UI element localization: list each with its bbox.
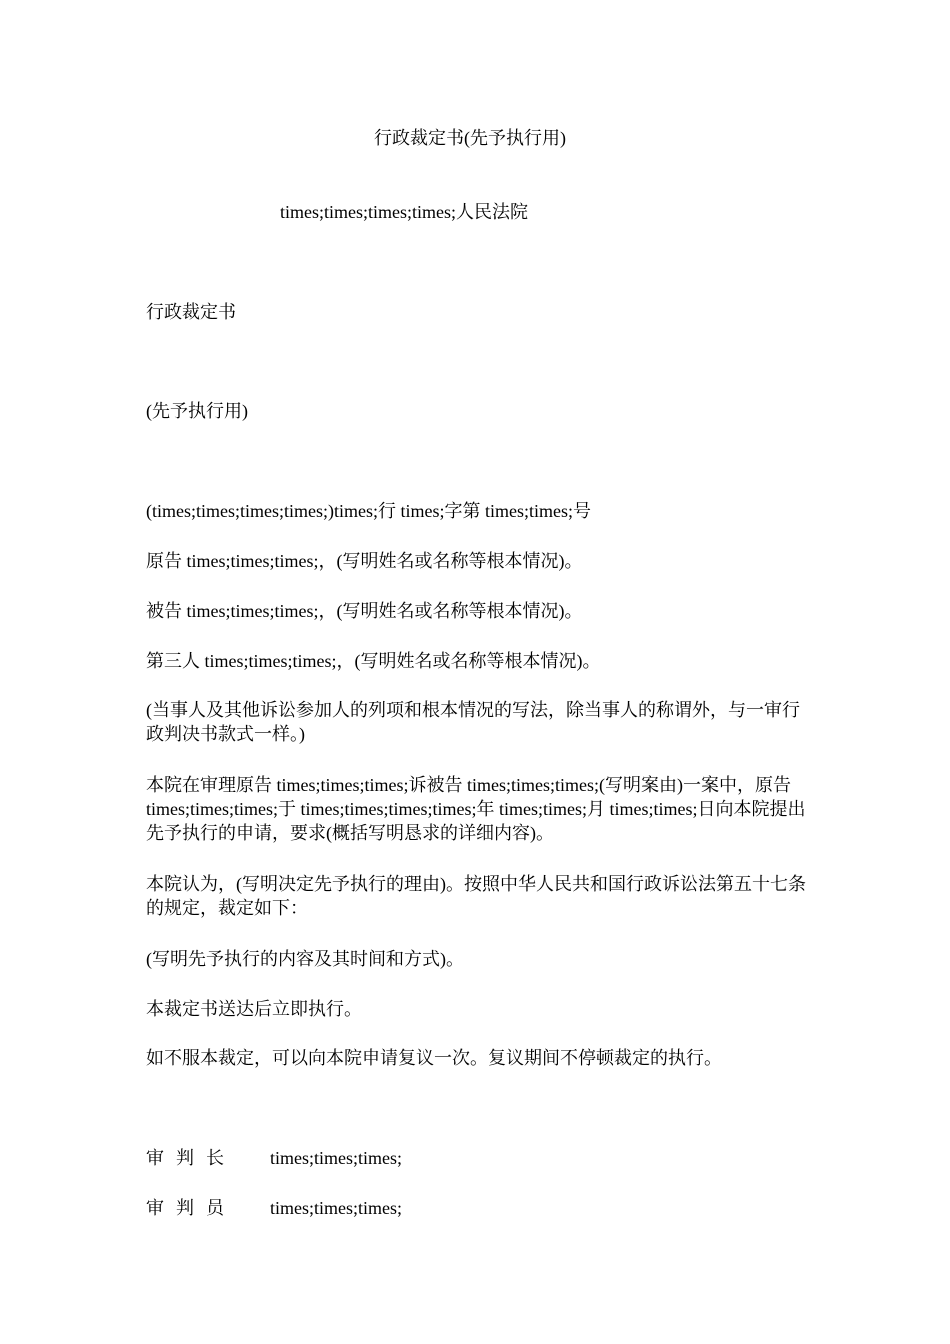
doc-subtype-heading: (先予执行用): [146, 401, 248, 421]
signature-role: 审判长: [146, 1148, 236, 1168]
third-party-line: 第三人 times;times;times;，(写明姓名或名称等根本情况)。: [146, 651, 601, 671]
signature-name: times;times;times;: [270, 1148, 402, 1168]
effect-line: 本裁定书送达后立即执行。: [146, 999, 362, 1019]
signature-judge: [146, 1196, 402, 1220]
ruling-line: (写明先予执行的内容及其时间和方式)。: [146, 949, 464, 969]
plaintiff-line: 原告 times;times;times;，(写明姓名或名称等根本情况)。: [146, 551, 583, 571]
court-name: times;times;times;times;人民法院: [280, 202, 528, 222]
document-title: 行政裁定书(先予执行用): [374, 128, 566, 148]
appeal-line: 如不服本裁定，可以向本院申请复议一次。复议期间不停顿裁定的执行。: [146, 1048, 722, 1068]
parties-note: (当事人及其他诉讼参加人的列项和根本情况的写法，除当事人的称谓外，与一审行政判决书款式一样。): [146, 700, 800, 744]
case-number: (times;times;times;times;)times;行 times;字第 times;times;号: [146, 501, 591, 521]
signature-presiding-judge: [146, 1146, 402, 1170]
reasoning-paragraph: 本院认为，(写明决定先予执行的理由)。按照中华人民共和国行政诉讼法第五十七条的规定，裁定如下：: [146, 874, 806, 918]
signature-name: times;times;times;: [270, 1198, 402, 1218]
defendant-line: 被告 times;times;times;，(写明姓名或名称等根本情况)。: [146, 601, 583, 621]
signature-role: 审判员: [146, 1198, 236, 1218]
doc-type-heading: 行政裁定书: [146, 302, 236, 322]
facts-paragraph: 本院在审理原告 times;times;times;诉被告 times;times;times;(写明案由)一案中，原告 times;times;times;于 times;times;times;times;年 times;times;月 times;times;日向本院提出先予执行的申请，要求(概括写明恳求的详细内容)。: [146, 775, 806, 843]
